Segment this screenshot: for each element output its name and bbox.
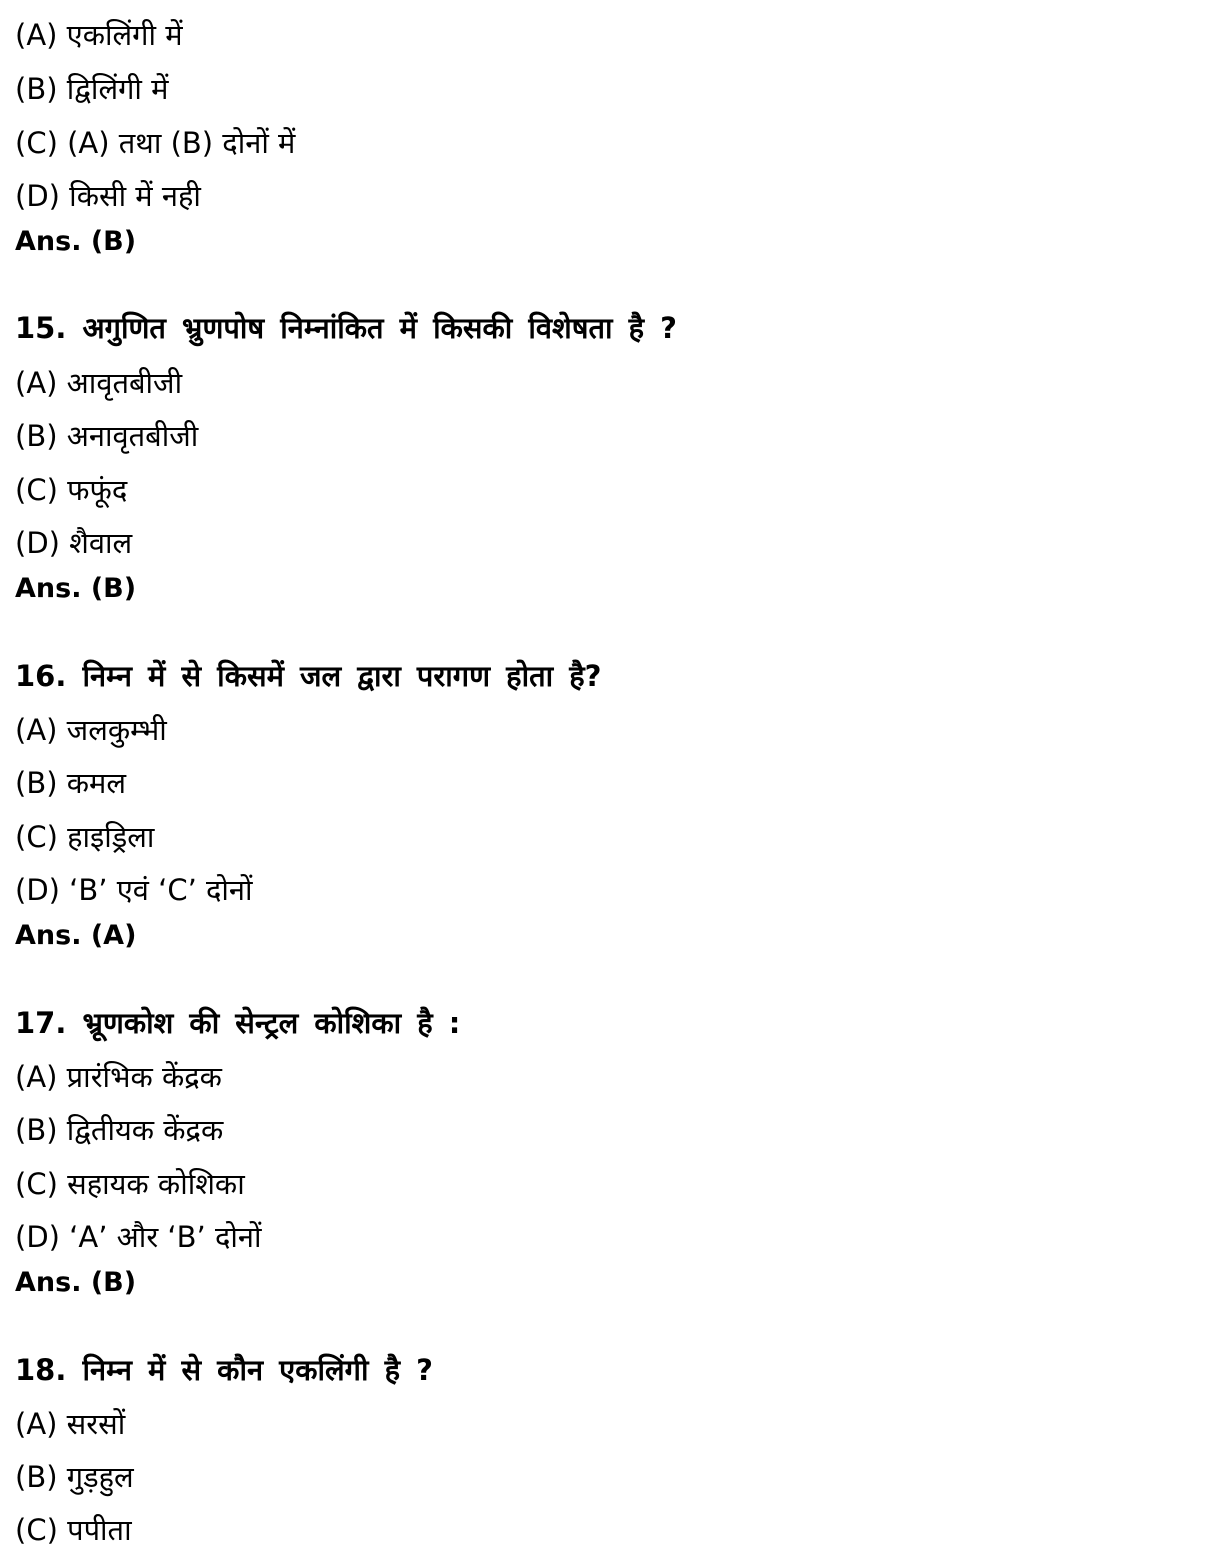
option-d: (D) ‘B’ एवं ‘C’ दोनों bbox=[15, 873, 253, 907]
question-15: 15. अगुणित भ्रुणपोष निम्नांकित में किसकी विशेषता है ? bbox=[15, 311, 677, 345]
question-17: 17. भ्रूणकोश की सेन्ट्रल कोशिका है : bbox=[15, 1006, 461, 1040]
option-a: (A) प्रारंभिक केंद्रक bbox=[15, 1060, 222, 1094]
option-d: (D) ‘A’ और ‘B’ दोनों bbox=[15, 1220, 262, 1254]
answer: Ans. (B) bbox=[15, 1267, 137, 1298]
option-d: (D) किसी में नही bbox=[15, 179, 201, 213]
option-a: (A) आवृतबीजी bbox=[15, 366, 183, 400]
answer: Ans. (A) bbox=[15, 920, 137, 951]
option-b: (B) द्विलिंगी में bbox=[15, 72, 169, 106]
option-c: (C) फफूंद bbox=[15, 473, 128, 507]
option-a: (A) एकलिंगी में bbox=[15, 18, 183, 52]
option-b: (B) गुड़हुल bbox=[15, 1460, 134, 1494]
question-16: 16. निम्न में से किसमें जल द्वारा परागण होता है? bbox=[15, 659, 602, 693]
option-c: (C) पपीता bbox=[15, 1513, 132, 1547]
option-d: (D) शैवाल bbox=[15, 526, 133, 560]
option-b: (B) कमल bbox=[15, 766, 127, 800]
option-b: (B) द्वितीयक केंद्रक bbox=[15, 1113, 224, 1147]
answer: Ans. (B) bbox=[15, 573, 137, 604]
option-a: (A) सरसों bbox=[15, 1407, 126, 1441]
answer: Ans. (B) bbox=[15, 226, 137, 257]
option-c: (C) हाइड्रिला bbox=[15, 820, 155, 854]
option-c: (C) (A) तथा (B) दोनों में bbox=[15, 126, 296, 160]
option-a: (A) जलकुम्भी bbox=[15, 713, 167, 747]
question-18: 18. निम्न में से कौन एकलिंगी है ? bbox=[15, 1353, 433, 1387]
option-b: (B) अनावृतबीजी bbox=[15, 419, 199, 453]
option-c: (C) सहायक कोशिका bbox=[15, 1167, 245, 1201]
